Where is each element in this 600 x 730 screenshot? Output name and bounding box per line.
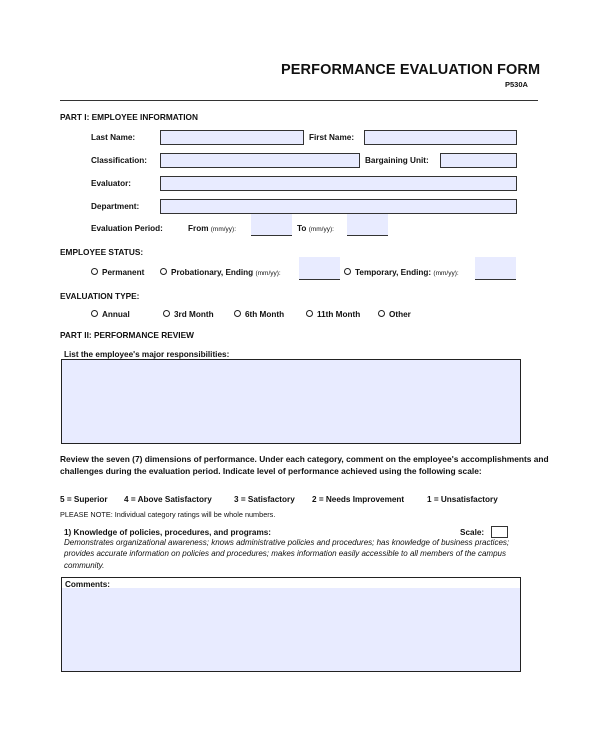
last-name-field[interactable] <box>160 130 304 145</box>
comments-box[interactable] <box>61 577 521 672</box>
eval-type-6th-month-option[interactable]: 6th Month <box>234 310 284 319</box>
comments-label: Comments: <box>65 580 111 589</box>
status-permanent-option[interactable]: Permanent <box>91 268 144 277</box>
ratings-note: PLEASE NOTE: Individual category ratings will be whole numbers. <box>60 510 276 519</box>
from-date-field[interactable] <box>251 214 292 236</box>
classification-field[interactable] <box>160 153 360 168</box>
bargaining-unit-label: Bargaining Unit: <box>365 156 429 165</box>
part1-heading: PART I: EMPLOYEE INFORMATION <box>60 112 198 122</box>
dimension1-title: 1) Knowledge of policies, procedures, and programs: <box>64 528 271 537</box>
radio-icon <box>160 268 167 275</box>
eval-type-other-option[interactable]: Other <box>378 310 411 319</box>
form-code: P530A <box>505 80 528 89</box>
evaluation-type-heading: EVALUATION TYPE: <box>60 291 140 301</box>
responsibilities-textarea[interactable] <box>61 359 521 444</box>
radio-icon <box>344 268 351 275</box>
status-probationary-option[interactable]: Probationary, Ending (mm/yy): <box>160 268 281 277</box>
probationary-end-field[interactable] <box>299 257 340 280</box>
dimension1-scale-label: Scale: <box>460 528 485 537</box>
radio-icon <box>91 268 98 275</box>
first-name-label: First Name: <box>309 133 355 142</box>
from-label: From (mm/yy): <box>188 224 237 233</box>
header-divider <box>60 100 538 101</box>
radio-icon <box>306 310 313 317</box>
eval-type-annual-option[interactable]: Annual <box>91 310 130 319</box>
scale-3: 3 = Satisfactory <box>234 495 295 504</box>
form-title: PERFORMANCE EVALUATION FORM <box>281 62 541 78</box>
scale-2: 2 = Needs Improvement <box>312 495 405 504</box>
classification-label: Classification: <box>91 156 147 165</box>
to-label: To (mm/yy): <box>297 224 334 233</box>
employee-status-heading: EMPLOYEE STATUS: <box>60 247 144 257</box>
eval-type-11th-month-option[interactable]: 11th Month <box>306 310 360 319</box>
radio-icon <box>163 310 170 317</box>
last-name-label: Last Name: <box>91 133 136 142</box>
radio-icon <box>91 310 98 317</box>
to-date-field[interactable] <box>347 214 388 236</box>
radio-icon <box>378 310 385 317</box>
department-field[interactable] <box>160 199 517 214</box>
responsibilities-label: List the employee's major responsibilities: <box>64 350 230 359</box>
radio-icon <box>234 310 241 317</box>
dimension1-description: Demonstrates organizational awareness; knows administrative policies and procedures; has knowledge of business practices; provides accurate information on policies and procedures; makes information easily accessible to all members of the campus community. <box>64 538 510 570</box>
bargaining-unit-field[interactable] <box>440 153 517 168</box>
department-label: Department: <box>91 202 140 211</box>
evaluator-field[interactable] <box>160 176 517 191</box>
eval-type-3rd-month-option[interactable]: 3rd Month <box>163 310 214 319</box>
scale-1: 1 = Unsatisfactory <box>427 495 498 504</box>
scale-5: 5 = Superior <box>60 495 108 504</box>
scale-4: 4 = Above Satisfactory <box>124 495 212 504</box>
temporary-end-field[interactable] <box>475 257 516 280</box>
evaluator-label: Evaluator: <box>91 179 132 188</box>
part2-heading: PART II: PERFORMANCE REVIEW <box>60 330 194 340</box>
evaluation-period-label: Evaluation Period: <box>91 224 163 233</box>
first-name-field[interactable] <box>364 130 517 145</box>
review-instructions: Review the seven (7) dimensions of performance. Under each category, comment on the employee's accomplishments and challenges during the evaluation period. Indicate level of performance achieved using the following scale: <box>60 454 549 476</box>
status-temporary-option[interactable]: Temporary, Ending: (mm/yy): <box>344 268 459 277</box>
